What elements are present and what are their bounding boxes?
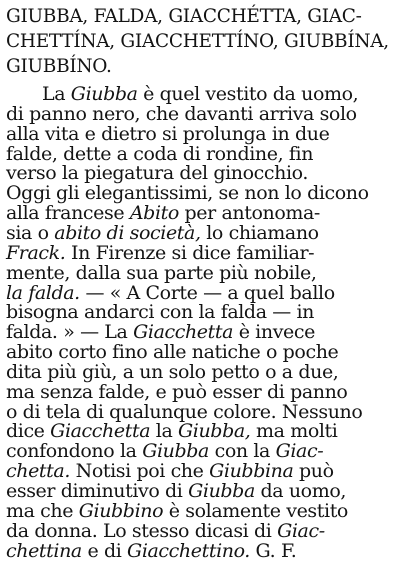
entry-body-line	[6, 461, 334, 481]
entry-body-line	[6, 243, 314, 263]
italic-term: Giacchetta	[133, 321, 234, 344]
text-run: In Firenze si dice familiar-	[65, 241, 315, 264]
text-run: è solamente vestito	[163, 499, 348, 522]
entry-body-line	[6, 362, 338, 382]
italic-term: Abito	[129, 202, 179, 225]
entry-body-line	[6, 402, 362, 422]
text-run: esser diminutivo di	[6, 480, 189, 502]
entry-body-line	[6, 283, 335, 303]
entry-body-line	[6, 203, 320, 223]
text-run: G. F.	[249, 539, 297, 562]
italic-term: Giubba	[188, 480, 255, 502]
text-run: può	[293, 460, 334, 483]
entry-body-line	[6, 223, 319, 243]
text-run: ma molti	[250, 420, 338, 443]
text-run: e di	[81, 539, 128, 562]
entry-body-line	[6, 342, 338, 362]
text-run: da donna. Lo stesso dicasi di	[6, 519, 278, 542]
entry-body-line	[6, 382, 347, 402]
text-run: con la	[208, 440, 276, 463]
text-run: dita più giù, a un solo petto o a due,	[6, 360, 339, 383]
italic-term: abito di società,	[54, 221, 201, 244]
text-run: di panno nero, che davanti arriva solo	[6, 102, 357, 125]
text-run: alla vita e dietro si prolunga in due	[6, 122, 330, 145]
text-run: confondono la	[6, 440, 143, 463]
text-run: è quel vestito da uomo,	[137, 83, 359, 105]
text-run: per antonoma-	[178, 202, 320, 225]
italic-term: chettina	[6, 539, 82, 562]
text-run: è invece	[233, 321, 315, 344]
italic-term: Giubbina	[209, 460, 294, 483]
italic-term: Giacchettino.	[127, 539, 250, 562]
entry-body-line	[6, 421, 337, 441]
text-run: la	[150, 420, 179, 443]
entry-heading-line: CHETTÍNA, GIACCHETTÍNO, GIUBBÍNA,	[6, 31, 389, 52]
text-run: da uomo,	[254, 480, 347, 502]
entry-body-line	[6, 521, 325, 541]
entry-body-line	[6, 322, 315, 342]
text-run: verso la piegatura del ginocchio.	[6, 162, 309, 185]
entry-body-line	[6, 263, 317, 283]
text-run: alla francese	[6, 202, 130, 225]
text-run: dice	[6, 420, 51, 443]
entry-body-first-line	[42, 84, 358, 104]
entry-body-line	[6, 104, 357, 124]
entry-body-line	[6, 441, 323, 461]
entry-heading-line: GIUBBA, FALDA, GIACCHÉTTA, GIAC-	[6, 6, 362, 27]
text-run: lo chiamano	[200, 221, 319, 244]
entry-body-line	[6, 302, 314, 322]
italic-term: Giac-	[275, 440, 324, 463]
text-run: falde, dette a coda di rondine, fin	[6, 142, 314, 165]
italic-term: Giubbino	[78, 499, 164, 522]
italic-term: Giacchetta	[50, 420, 151, 443]
text-run: abito corto fino alle natiche o poche	[6, 341, 339, 364]
text-run: Notisi poi che	[69, 460, 210, 483]
italic-term: Frack.	[6, 241, 66, 264]
entry-heading-line: GIUBBÍNO.	[6, 56, 112, 77]
italic-term: Giubba	[142, 440, 209, 463]
italic-term: la falda.	[6, 281, 80, 304]
text-run: ma senza falde, e può esser di panno	[6, 380, 348, 403]
entry-body-line	[6, 144, 313, 164]
italic-term: Giubba,	[178, 420, 251, 443]
text-run: — « A Corte — a quel ballo	[79, 281, 335, 304]
italic-term: chetta.	[6, 460, 70, 483]
italic-term: Giac-	[277, 519, 325, 542]
text-run: falda. » — La	[6, 321, 134, 344]
text-run: ma che	[6, 499, 79, 522]
entry-body-line	[6, 183, 369, 203]
entry-body-line	[6, 163, 308, 183]
text-run: sia o	[6, 221, 55, 244]
italic-term: Giubba	[70, 83, 138, 105]
entry-body-line	[6, 124, 329, 144]
text-run: o di tela di qualunque colore. Nessuno	[6, 400, 363, 423]
text-run: mente, dalla sua parte più nobile,	[6, 261, 317, 284]
entry-body-line	[6, 501, 348, 521]
entry-body-line	[6, 541, 296, 561]
text-run: bisogna andarci con la falda — in	[6, 301, 315, 324]
text-run: La	[42, 83, 71, 105]
text-run: Oggi gli elegantissimi, se non lo dicono	[6, 182, 369, 205]
entry-body-line	[6, 481, 346, 501]
